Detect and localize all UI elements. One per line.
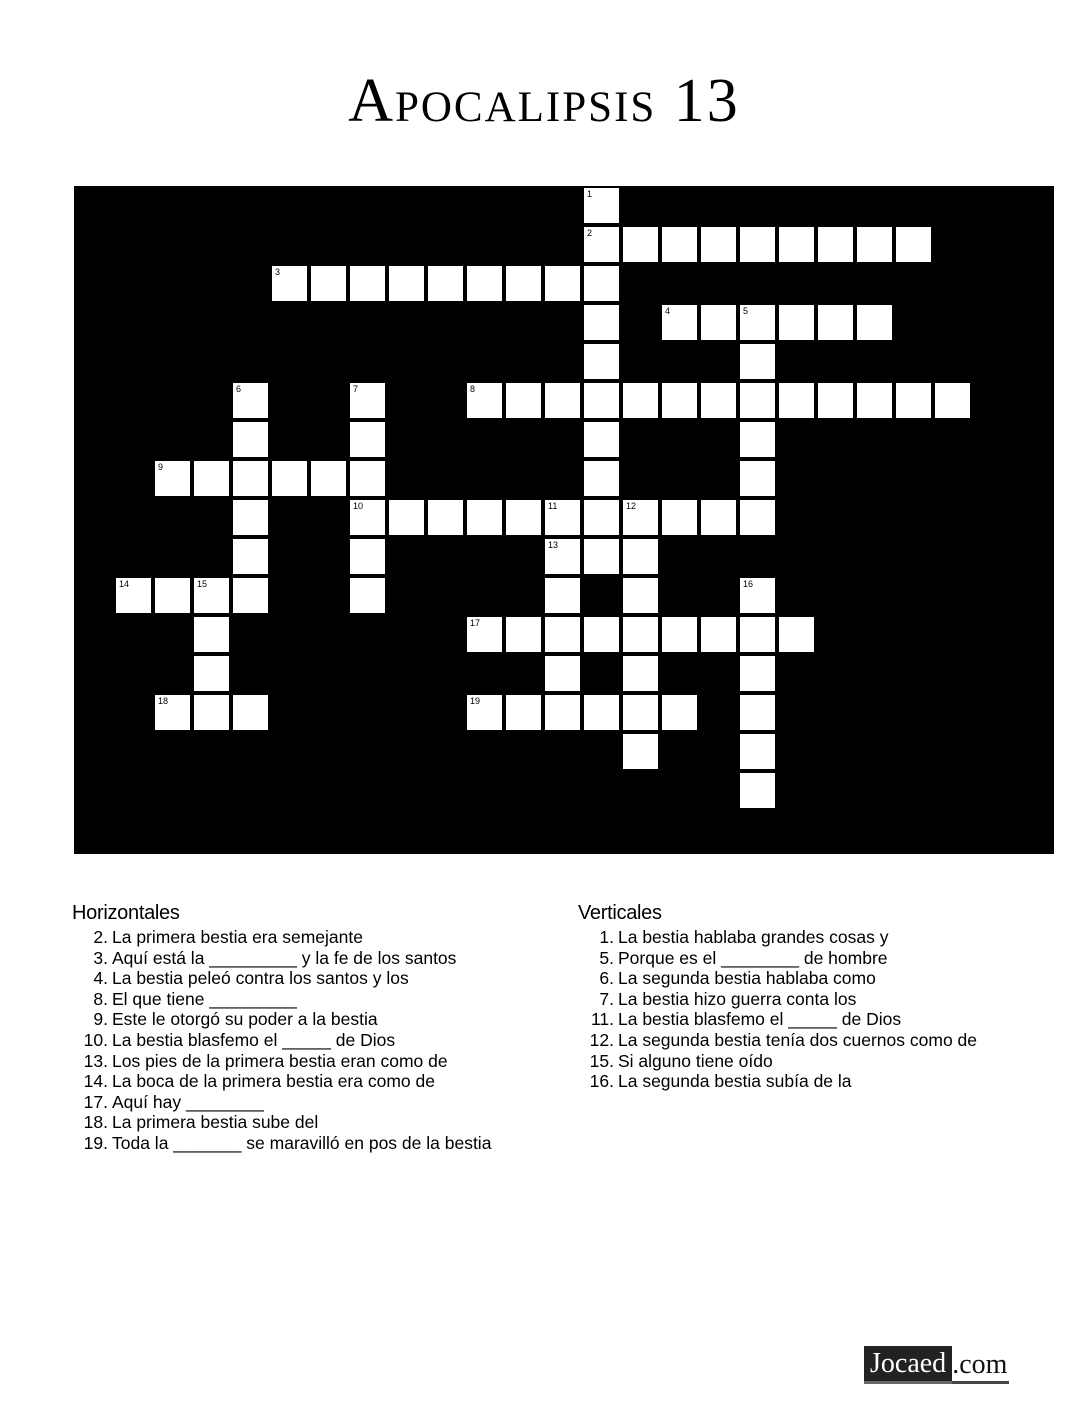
clue-text: El que tiene _________: [112, 988, 297, 1009]
grid-cell[interactable]: [584, 617, 619, 652]
grid-cell[interactable]: [272, 266, 307, 301]
grid-cell[interactable]: [545, 383, 580, 418]
grid-cell[interactable]: [467, 617, 502, 652]
grid-cell[interactable]: [233, 695, 268, 730]
grid-cell[interactable]: [779, 617, 814, 652]
crossword-grid: [74, 186, 1054, 854]
clue-text: La primera bestia sube del: [112, 1112, 319, 1133]
clue-number: 11.: [590, 1009, 614, 1030]
clue-number: 12: [626, 501, 637, 511]
grid-cell[interactable]: [623, 578, 658, 613]
clue-item: [72, 1030, 542, 1051]
grid-cell[interactable]: [701, 617, 736, 652]
clue-number: 4.: [93, 968, 108, 989]
grid-cell[interactable]: [233, 383, 268, 418]
grid-cell[interactable]: [233, 422, 268, 457]
grid-cell[interactable]: [584, 695, 619, 730]
clue-text: Aquí hay ________: [112, 1091, 264, 1112]
clue-number: 6.: [599, 968, 614, 989]
grid-cell[interactable]: [818, 305, 853, 340]
clue-text: La segunda bestia tenía dos cuernos como de: [618, 1029, 977, 1050]
down-heading: Verticales: [578, 902, 662, 924]
across-clue-list: [72, 927, 542, 1154]
grid-cell[interactable]: [779, 305, 814, 340]
clue-number: 7: [353, 384, 359, 394]
grid-cell[interactable]: [740, 695, 775, 730]
grid-cell[interactable]: [233, 461, 268, 496]
clue-text: La primera bestia era semejante: [112, 927, 363, 947]
clue-item: [72, 1051, 542, 1072]
grid-cell[interactable]: [350, 461, 385, 496]
grid-cell[interactable]: [584, 227, 619, 262]
clue-text: La bestia hablaba grandes cosas y: [618, 927, 889, 947]
clue-number: 4: [665, 306, 671, 316]
grid-cell[interactable]: [662, 227, 697, 262]
jocaed-logo[interactable]: [864, 1346, 1009, 1384]
clue-number: 19: [470, 696, 481, 706]
clue-number: 1: [587, 189, 593, 199]
clue-number: 11: [548, 501, 558, 511]
grid-cell[interactable]: [350, 266, 385, 301]
clue-text: Toda la _______ se maravilló en pos de la bestia: [112, 1132, 492, 1153]
grid-cell[interactable]: [506, 500, 541, 535]
clue-number: 13.: [83, 1050, 108, 1071]
grid-cell[interactable]: [467, 500, 502, 535]
grid-cell[interactable]: [857, 305, 892, 340]
clue-number: 3.: [93, 947, 108, 968]
grid-cell[interactable]: [350, 500, 385, 535]
grid-cell[interactable]: [545, 500, 580, 535]
grid-cell[interactable]: [584, 344, 619, 379]
clue-number: 14: [119, 579, 130, 589]
clue-text: La boca de la primera bestia era como de: [112, 1071, 435, 1092]
grid-cell[interactable]: [311, 461, 346, 496]
clue-number: 2: [587, 228, 593, 238]
grid-cell[interactable]: [467, 383, 502, 418]
clue-number: 9: [158, 462, 164, 472]
grid-cell[interactable]: [623, 500, 658, 535]
grid-cell[interactable]: [506, 383, 541, 418]
grid-cell[interactable]: [662, 617, 697, 652]
grid-cell[interactable]: [233, 500, 268, 535]
clue-text: Los pies de la primera bestia eran como de: [112, 1050, 448, 1071]
clue-item: [578, 1009, 1058, 1030]
clue-item: [72, 948, 542, 969]
grid-cell[interactable]: [740, 461, 775, 496]
clue-text: Porque es el ________ de hombre: [618, 947, 888, 968]
grid-cell[interactable]: [623, 227, 658, 262]
clue-number: 2.: [93, 927, 108, 947]
clue-item: [578, 968, 1058, 989]
grid-cell[interactable]: [467, 266, 502, 301]
grid-cell[interactable]: [584, 266, 619, 301]
grid-cell[interactable]: [194, 578, 229, 613]
clue-text: Este le otorgó su poder a la bestia: [112, 1009, 378, 1030]
grid-cell[interactable]: [428, 266, 463, 301]
grid-cell[interactable]: [740, 656, 775, 691]
grid-cell[interactable]: [896, 383, 931, 418]
clue-number: 6: [236, 384, 242, 394]
grid-cell[interactable]: [506, 266, 541, 301]
grid-cell[interactable]: [857, 227, 892, 262]
grid-cell[interactable]: [662, 500, 697, 535]
clue-text: La segunda bestia subía de la: [618, 1071, 852, 1092]
grid-cell[interactable]: [740, 383, 775, 418]
clue-number: 5: [743, 306, 749, 316]
clue-text: La segunda bestia hablaba como: [618, 968, 876, 989]
clue-number: 8: [470, 384, 476, 394]
grid-cell[interactable]: [623, 734, 658, 769]
grid-cell[interactable]: [428, 500, 463, 535]
grid-cell[interactable]: [584, 188, 619, 223]
across-clues: [72, 902, 542, 1154]
clue-text: La bestia blasfemo el _____ de Dios: [618, 1009, 902, 1030]
clue-number: 17: [470, 618, 481, 628]
clue-number: 18.: [83, 1112, 108, 1133]
clue-item: [72, 1133, 542, 1154]
grid-cell[interactable]: [545, 617, 580, 652]
clue-number: 13: [548, 540, 559, 550]
clue-item: [578, 1051, 1058, 1072]
grid-cell[interactable]: [584, 422, 619, 457]
clue-text: La bestia peleó contra los santos y los: [112, 968, 409, 989]
grid-cell[interactable]: [896, 227, 931, 262]
grid-cell[interactable]: [389, 266, 424, 301]
clue-item: [72, 1112, 542, 1133]
grid-cell[interactable]: [740, 305, 775, 340]
clue-number: 19.: [83, 1132, 108, 1153]
clue-item: [578, 1030, 1058, 1051]
clue-number: 3: [275, 267, 281, 277]
grid-cell[interactable]: [701, 305, 736, 340]
grid-cell[interactable]: [233, 578, 268, 613]
grid-cell[interactable]: [662, 305, 697, 340]
grid-cell[interactable]: [194, 617, 229, 652]
grid-cell[interactable]: [584, 461, 619, 496]
grid-cell[interactable]: [155, 461, 190, 496]
grid-cell[interactable]: [311, 266, 346, 301]
grid-cell[interactable]: [740, 578, 775, 613]
clue-number: 18: [158, 696, 169, 706]
clue-number: 17.: [83, 1091, 108, 1112]
grid-cell[interactable]: [623, 695, 658, 730]
page-title: Apocalipsis 13: [348, 67, 740, 135]
grid-cell[interactable]: [350, 383, 385, 418]
down-clues: [578, 902, 1058, 1092]
grid-cell[interactable]: [194, 695, 229, 730]
grid-cell[interactable]: [740, 734, 775, 769]
grid-cell[interactable]: [116, 578, 151, 613]
grid-cell[interactable]: [350, 578, 385, 613]
grid-cell[interactable]: [623, 383, 658, 418]
grid-cell[interactable]: [623, 539, 658, 574]
grid-cell[interactable]: [623, 617, 658, 652]
grid-cell[interactable]: [194, 461, 229, 496]
grid-cell[interactable]: [506, 617, 541, 652]
grid-cell[interactable]: [584, 305, 619, 340]
clue-text: Aquí está la _________ y la fe de los santos: [112, 947, 457, 968]
grid-cell[interactable]: [623, 656, 658, 691]
clue-item: [72, 1092, 542, 1113]
down-clue-list: [578, 927, 1058, 1092]
grid-cell[interactable]: [740, 773, 775, 808]
clue-text: Si alguno tiene oído: [618, 1050, 773, 1071]
grid-cell[interactable]: [740, 500, 775, 535]
grid-cell[interactable]: [740, 344, 775, 379]
grid-cell[interactable]: [155, 578, 190, 613]
grid-cell[interactable]: [545, 656, 580, 691]
logo-domain: .com: [952, 1349, 1009, 1384]
clue-text: La bestia hizo guerra conta los: [618, 988, 857, 1009]
grid-cell[interactable]: [233, 539, 268, 574]
clue-number: 15: [197, 579, 208, 589]
clue-item: [578, 927, 1058, 948]
grid-cell[interactable]: [350, 539, 385, 574]
grid-cell[interactable]: [701, 383, 736, 418]
across-heading: Horizontales: [72, 902, 180, 924]
grid-cell[interactable]: [506, 695, 541, 730]
clue-item: [72, 1071, 542, 1092]
grid-cell[interactable]: [701, 227, 736, 262]
clue-number: 14.: [83, 1071, 108, 1092]
clue-number: 9.: [93, 1009, 108, 1030]
grid-cell[interactable]: [350, 422, 385, 457]
clue-number: 10.: [83, 1029, 108, 1050]
grid-cell[interactable]: [584, 500, 619, 535]
clue-number: 1.: [599, 927, 614, 947]
grid-cell[interactable]: [545, 539, 580, 574]
clue-item: [72, 927, 542, 948]
clue-item: [72, 968, 542, 989]
grid-cell[interactable]: [584, 539, 619, 574]
grid-cell[interactable]: [545, 266, 580, 301]
clue-number: 10: [353, 501, 364, 511]
clue-number: 16: [743, 579, 754, 589]
clue-number: 16.: [589, 1071, 614, 1092]
logo-brand: Jocaed: [864, 1346, 952, 1384]
grid-cell[interactable]: [701, 500, 736, 535]
grid-cell[interactable]: [194, 656, 229, 691]
clue-number: 7.: [599, 988, 614, 1009]
clue-number: 8.: [93, 988, 108, 1009]
grid-cell[interactable]: [818, 227, 853, 262]
clue-number: 5.: [599, 947, 614, 968]
grid-cell[interactable]: [545, 578, 580, 613]
clue-number: 15.: [589, 1050, 614, 1071]
grid-cell[interactable]: [272, 461, 307, 496]
clue-number: 12.: [589, 1029, 614, 1050]
grid-cell[interactable]: [389, 500, 424, 535]
clue-item: [578, 948, 1058, 969]
clue-item: [578, 1071, 1058, 1092]
grid-cell[interactable]: [467, 695, 502, 730]
grid-cell[interactable]: [155, 695, 190, 730]
clue-text: La bestia blasfemo el _____ de Dios: [112, 1029, 396, 1050]
grid-cell[interactable]: [857, 383, 892, 418]
clue-item: [72, 989, 542, 1010]
grid-cell[interactable]: [662, 383, 697, 418]
clue-item: [578, 989, 1058, 1010]
grid-cell[interactable]: [740, 227, 775, 262]
grid-cell[interactable]: [740, 617, 775, 652]
grid-cell[interactable]: [584, 383, 619, 418]
grid-cell[interactable]: [545, 695, 580, 730]
grid-cell[interactable]: [779, 383, 814, 418]
grid-cell[interactable]: [740, 422, 775, 457]
grid-cell[interactable]: [818, 383, 853, 418]
grid-cell[interactable]: [779, 227, 814, 262]
grid-cell[interactable]: [662, 695, 697, 730]
clue-item: [72, 1009, 542, 1030]
grid-cell[interactable]: [935, 383, 970, 418]
